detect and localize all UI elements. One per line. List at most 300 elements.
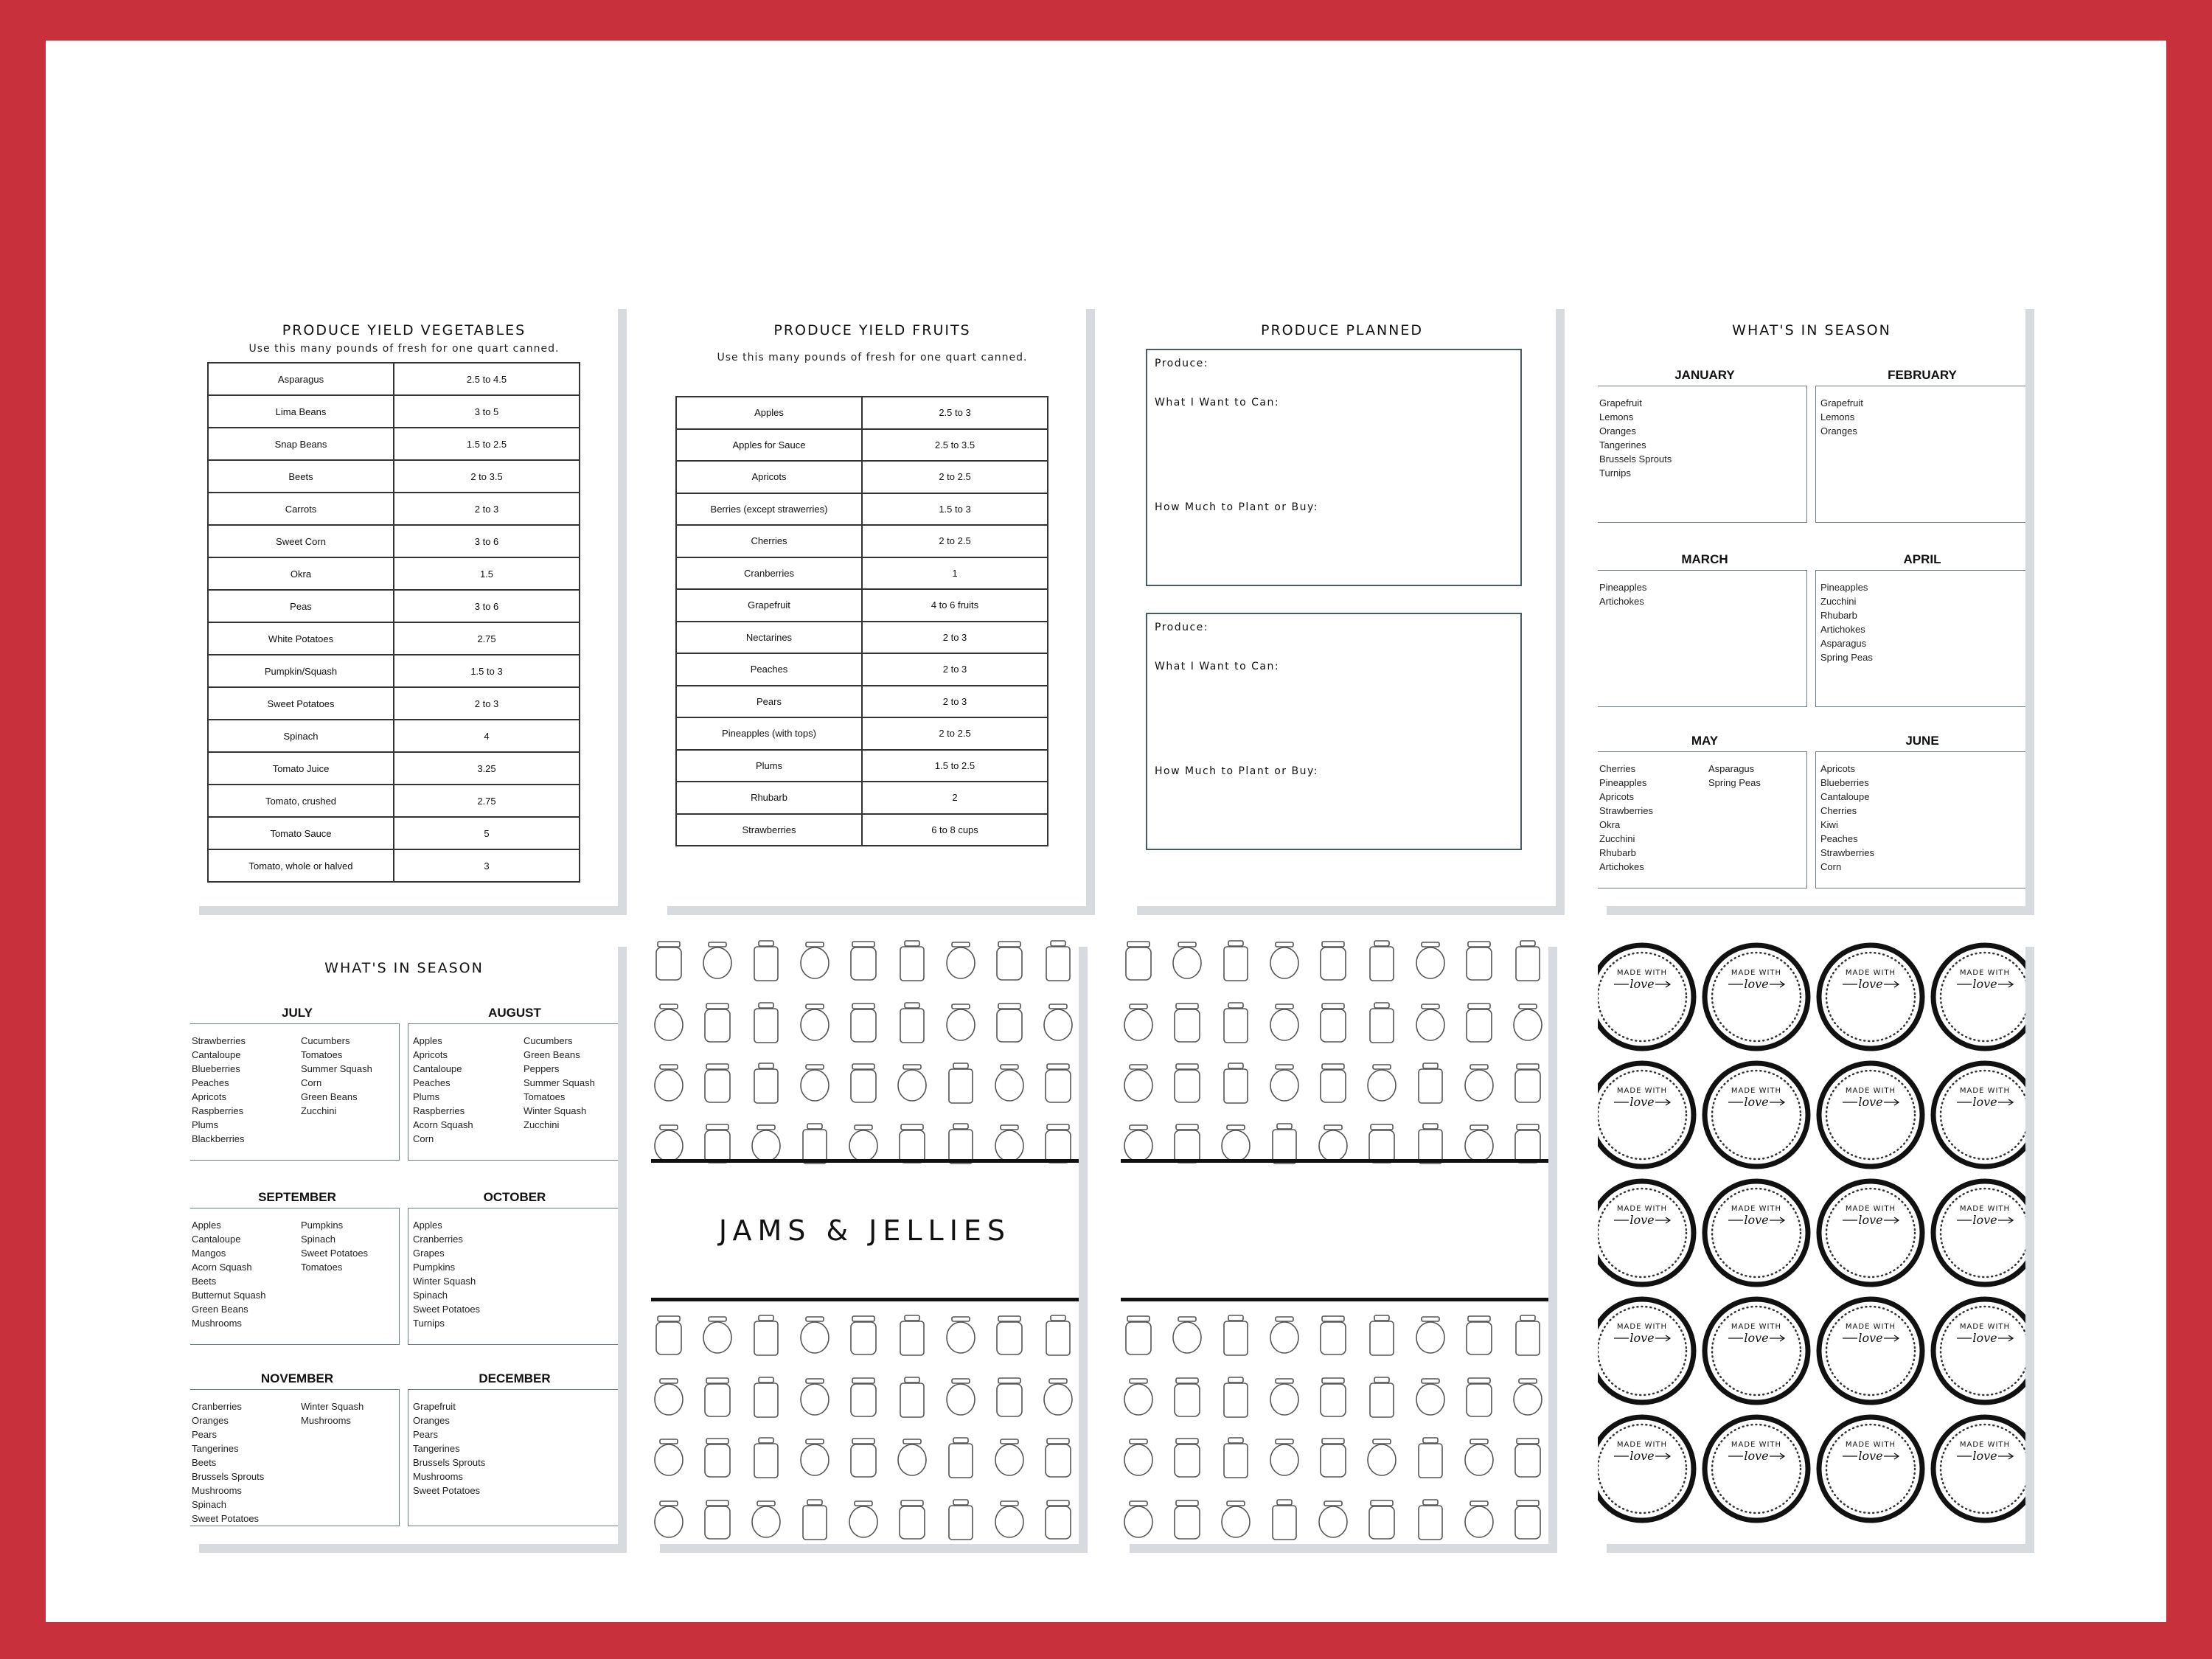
table-row: [676, 493, 1048, 526]
label-dotted-ring: [1712, 1071, 1801, 1159]
mason-jar-icon: [705, 1064, 730, 1102]
produce-item: Mushrooms: [413, 1471, 463, 1482]
table-row: [676, 686, 1048, 718]
jar-rows-top: [655, 941, 1079, 1164]
label-outer-ring: [1598, 945, 1694, 1048]
produce-item: Sweet Potatoes: [413, 1485, 481, 1496]
made-with-text: MADE WITH: [1959, 1323, 2011, 1331]
made-with-text: MADE WITH: [1731, 1441, 1782, 1449]
produce-item: Artichokes: [1820, 624, 1865, 635]
love-script-text: love: [1744, 1449, 1769, 1463]
made-with-text: MADE WITH: [1959, 969, 2011, 977]
mason-jar-icon: [1224, 1377, 1248, 1417]
label-outer-ring: [1819, 1299, 1922, 1402]
produce-item: Turnips: [413, 1318, 445, 1329]
pounds-cell: 3.25: [394, 752, 580, 785]
mason-jar-icon: [1465, 1125, 1493, 1161]
mason-jar-icon: [1270, 1439, 1298, 1475]
produce-cell: Nectarines: [676, 622, 862, 654]
pounds-cell: 2 to 3: [862, 653, 1048, 686]
mason-jar-icon: [754, 1377, 778, 1417]
label-outer-ring: [1819, 1063, 1922, 1166]
table-row: [208, 720, 580, 752]
jar-rows-bottom: [655, 1315, 1079, 1540]
mason-jar-icon: [754, 941, 778, 981]
love-script-text: love: [1630, 1331, 1655, 1345]
mason-jar-icon: [851, 1439, 876, 1477]
produce-item: Cantaloupe: [413, 1063, 462, 1074]
mason-jar-icon: [801, 1439, 829, 1475]
produce-item: Kiwi: [1820, 819, 1838, 830]
pounds-cell: 2 to 3: [394, 493, 580, 525]
mason-jar-icon: [1224, 1063, 1248, 1103]
mason-jar-icon: [1222, 1125, 1250, 1161]
produce-cell: Strawberries: [676, 814, 862, 846]
produce-item: Mushrooms: [301, 1415, 351, 1426]
pounds-cell: 2.5 to 4.5: [394, 363, 580, 395]
produce-item: Oranges: [1599, 425, 1636, 437]
mason-jar-icon: [898, 1065, 926, 1101]
mason-jar-icon: [1175, 1378, 1200, 1416]
pounds-cell: 1.5: [394, 557, 580, 590]
produce-cell: Snap Beans: [208, 428, 394, 460]
mason-jar-icon: [1044, 1379, 1072, 1415]
mason-jar-icon: [705, 1004, 730, 1042]
made-with-love-label: [1705, 1299, 1808, 1402]
made-with-love-label: [1598, 1417, 1694, 1520]
produce-cell: Cranberries: [676, 557, 862, 590]
label-dotted-ring: [1826, 1071, 1915, 1159]
mason-jar-icon: [997, 1378, 1022, 1416]
month-heading: SEPTEMBER: [258, 1190, 336, 1204]
pounds-cell: 1.5 to 2.5: [394, 428, 580, 460]
mason-jar-icon: [801, 942, 829, 978]
produce-list: [301, 1399, 364, 1427]
mason-jar-icon: [1370, 1377, 1394, 1417]
table-row: [676, 589, 1048, 622]
produce-item: Sweet Potatoes: [413, 1304, 481, 1315]
mason-jar-icon: [1467, 942, 1492, 980]
label-outer-ring: [1933, 1299, 2025, 1402]
page-subtitle: Use this many pounds of fresh for one quart canned.: [717, 352, 1028, 364]
plan-box-2: [1146, 613, 1522, 850]
month-heading: FEBRUARY: [1888, 368, 1957, 382]
mason-jar-icon: [949, 1063, 973, 1103]
produce-item: Zucchini: [301, 1105, 337, 1116]
mason-jar-icon: [703, 1317, 731, 1353]
label-dotted-ring: [1826, 1425, 1915, 1513]
pounds-cell: 2 to 3.5: [394, 460, 580, 493]
mason-jar-icon: [947, 1004, 975, 1040]
produce-item: Raspberries: [413, 1105, 465, 1116]
pounds-cell: 2 to 2.5: [862, 717, 1048, 750]
produce-item: Winter Squash: [413, 1276, 476, 1287]
mason-jar-icon: [1416, 1379, 1444, 1415]
label-outer-ring: [1705, 1063, 1808, 1166]
pounds-cell: 2.5 to 3: [862, 397, 1048, 429]
made-with-love-label: [1933, 945, 2025, 1048]
label-dotted-ring: [1826, 953, 1915, 1041]
jams-jellies-title: JAMS & JELLIES: [718, 1214, 1012, 1247]
mason-jar-icon: [995, 1501, 1023, 1537]
made-with-text: MADE WITH: [1731, 969, 1782, 977]
label-dotted-ring: [1598, 1425, 1686, 1513]
mason-jar-icon: [1515, 1439, 1540, 1477]
table-row: [676, 557, 1048, 590]
produce-item: Peaches: [192, 1077, 229, 1088]
mason-jar-icon: [655, 1501, 683, 1537]
want-label: What I Want to Can:: [1155, 397, 1280, 408]
pounds-cell: 2.75: [394, 785, 580, 817]
mason-jar-icon: [947, 1379, 975, 1415]
produce-item: Sweet Potatoes: [301, 1248, 369, 1259]
mason-jar-icon: [705, 1439, 730, 1477]
mason-jar-icon: [705, 1500, 730, 1539]
label-dotted-ring: [1598, 1071, 1686, 1159]
love-script-text: love: [1858, 1095, 1883, 1109]
pounds-cell: 2.75: [394, 622, 580, 655]
label-outer-ring: [1819, 1417, 1922, 1520]
pounds-cell: 1.5 to 3: [394, 655, 580, 687]
produce-cell: Lima Beans: [208, 395, 394, 428]
produce-list: [1599, 762, 1653, 874]
mason-jar-icon: [1046, 1500, 1071, 1539]
mason-jar-icon: [801, 1317, 829, 1353]
mason-jar-icon: [1222, 1501, 1250, 1537]
made-with-text: MADE WITH: [1616, 1323, 1668, 1331]
month-heading: APRIL: [1903, 552, 1941, 566]
produce-item: Zucchini: [1599, 833, 1635, 844]
table-row: [208, 395, 580, 428]
label-outer-ring: [1819, 945, 1922, 1048]
month-heading: AUGUST: [488, 1006, 541, 1020]
made-with-love-label: [1598, 1181, 1694, 1284]
table-row: [208, 525, 580, 557]
produce-cell: Cherries: [676, 525, 862, 557]
pounds-cell: 3 to 6: [394, 525, 580, 557]
mason-jar-icon: [995, 1065, 1023, 1101]
produce-item: Apricots: [192, 1091, 226, 1102]
table-row: [676, 653, 1048, 686]
produce-cell: Pumpkin/Squash: [208, 655, 394, 687]
produce-cell: Tomato, whole or halved: [208, 849, 394, 882]
mason-jar-icon: [1046, 1315, 1070, 1355]
page-title: WHAT'S IN SEASON: [1732, 322, 1891, 338]
mason-jar-icon: [1270, 942, 1298, 978]
mason-jar-icon: [1175, 1004, 1200, 1042]
page-produce-yield-fruits: [658, 300, 1086, 906]
produce-item: Brussels Sprouts: [1599, 453, 1672, 465]
produce-cell: Carrots: [208, 493, 394, 525]
mason-jar-icon: [851, 1316, 876, 1354]
produce-item: Beets: [192, 1276, 217, 1287]
mason-jar-icon: [1321, 942, 1346, 980]
made-with-love-label: [1598, 1063, 1694, 1166]
produce-list: [1599, 396, 1672, 480]
produce-item: Pears: [192, 1429, 217, 1440]
mason-jar-icon: [1124, 1501, 1152, 1537]
produce-item: Apricots: [413, 1049, 448, 1060]
produce-item: Cucumbers: [524, 1035, 573, 1046]
mason-jar-icon: [947, 942, 975, 978]
table-row: [676, 429, 1048, 462]
produce-item: Cherries: [1599, 763, 1636, 774]
divider-top: [651, 1159, 1079, 1163]
table-row: [208, 493, 580, 525]
mason-jar-icon: [851, 1378, 876, 1416]
page-title: WHAT'S IN SEASON: [324, 960, 484, 976]
produce-item: Lemons: [1820, 411, 1855, 422]
mason-jar-icon: [849, 1501, 877, 1537]
produce-list: [192, 1218, 265, 1330]
made-with-love-label: [1933, 1181, 2025, 1284]
mason-jar-icon: [851, 1064, 876, 1102]
produce-label: Produce:: [1155, 358, 1208, 369]
mason-jar-icon: [754, 1003, 778, 1043]
mason-jar-icon: [1467, 1004, 1492, 1042]
mason-jar-icon: [900, 941, 924, 981]
produce-item: Oranges: [192, 1415, 229, 1426]
table-row: [208, 363, 580, 395]
produce-item: Rhubarb: [1599, 847, 1636, 858]
produce-item: Grapes: [413, 1248, 445, 1259]
love-script-text: love: [1630, 1449, 1655, 1463]
produce-item: Cantaloupe: [1820, 791, 1870, 802]
made-with-text: MADE WITH: [1845, 1323, 1896, 1331]
mason-jar-icon: [1369, 1500, 1394, 1539]
produce-item: Grapefruit: [1599, 397, 1642, 408]
mason-jar-icon: [1465, 1501, 1493, 1537]
pounds-cell: 2 to 2.5: [862, 525, 1048, 557]
label-dotted-ring: [1941, 1425, 2025, 1513]
made-with-love-label: [1933, 1299, 2025, 1402]
love-script-text: love: [1744, 977, 1769, 991]
produce-item: Brussels Sprouts: [192, 1471, 265, 1482]
produce-item: Apples: [413, 1220, 442, 1231]
mason-jar-icon: [752, 1125, 780, 1161]
produce-list: [524, 1034, 595, 1132]
produce-item: Butternut Squash: [192, 1290, 266, 1301]
produce-label: Produce:: [1155, 622, 1208, 633]
label-circles: [1598, 938, 2025, 1544]
mason-jar-icon: [1124, 1439, 1152, 1475]
pounds-cell: 2 to 3: [862, 686, 1048, 718]
mason-jar-icon: [1046, 1439, 1071, 1477]
label-outer-ring: [1705, 1417, 1808, 1520]
made-with-text: MADE WITH: [1616, 1205, 1668, 1213]
label-outer-ring: [1933, 1417, 2025, 1520]
mason-jar-icon: [1321, 1378, 1346, 1416]
mason-jar-icon: [801, 1379, 829, 1415]
produce-item: Artichokes: [1599, 861, 1644, 872]
made-with-text: MADE WITH: [1845, 1441, 1896, 1449]
produce-item: Cherries: [1820, 805, 1857, 816]
produce-cell: Asparagus: [208, 363, 394, 395]
mason-jar-icon: [1319, 1501, 1347, 1537]
label-outer-ring: [1819, 1181, 1922, 1284]
produce-cell: White Potatoes: [208, 622, 394, 655]
page-whats-in-season-jul-dec: [190, 938, 618, 1544]
month-heading: NOVEMBER: [260, 1371, 334, 1385]
mason-jar-icon: [801, 1004, 829, 1040]
made-with-love-label: [1819, 1063, 1922, 1166]
pounds-cell: 2 to 2.5: [862, 461, 1048, 493]
produce-cell: Sweet Corn: [208, 525, 394, 557]
mason-jar-icon: [1321, 1316, 1346, 1354]
mason-jar-icon: [1124, 1125, 1152, 1161]
mason-jar-icon: [997, 1316, 1022, 1354]
produce-item: Tomatoes: [301, 1262, 343, 1273]
table-row: [208, 622, 580, 655]
produce-list: [1708, 762, 1761, 790]
label-dotted-ring: [1712, 1425, 1801, 1513]
produce-item: Corn: [413, 1133, 434, 1144]
produce-item: Spinach: [192, 1499, 226, 1510]
mason-jar-icon: [754, 1315, 778, 1355]
mason-jar-icon: [1173, 942, 1201, 978]
mason-jar-icon: [655, 1004, 683, 1040]
mason-jar-icon: [655, 1125, 683, 1161]
month-heading: JULY: [282, 1006, 313, 1020]
label-dotted-ring: [1598, 1189, 1686, 1277]
table-row: [676, 782, 1048, 814]
mason-jar-icon: [1321, 1064, 1346, 1102]
love-script-text: love: [1972, 1095, 1997, 1109]
produce-item: Raspberries: [192, 1105, 244, 1116]
produce-item: Plums: [192, 1119, 219, 1130]
love-script-text: love: [1630, 1213, 1655, 1227]
page-title: PRODUCE YIELD FRUITS: [773, 322, 971, 338]
produce-item: Artichokes: [1599, 596, 1644, 607]
mason-jar-icon: [1321, 1439, 1346, 1477]
mason-jar-icon: [1369, 1124, 1394, 1163]
produce-item: Tangerines: [1599, 439, 1646, 451]
love-script-text: love: [1744, 1213, 1769, 1227]
made-with-love-label: [1705, 1417, 1808, 1520]
produce-item: Plums: [413, 1091, 440, 1102]
love-script-text: love: [1858, 977, 1883, 991]
produce-item: Tomatoes: [301, 1049, 343, 1060]
produce-item: Green Beans: [301, 1091, 358, 1102]
produce-item: Brussels Sprouts: [413, 1457, 486, 1468]
mason-jar-icon: [849, 1125, 877, 1161]
how-much-label: How Much to Plant or Buy:: [1155, 765, 1318, 777]
produce-item: Acorn Squash: [413, 1119, 473, 1130]
produce-cell: Apples for Sauce: [676, 429, 862, 462]
table-row: [676, 717, 1048, 750]
produce-item: Grapefruit: [413, 1401, 456, 1412]
mason-jar-icon: [1273, 1500, 1296, 1540]
jar-rows-top: [1124, 941, 1548, 1164]
table-row: [676, 397, 1048, 429]
made-with-text: MADE WITH: [1959, 1087, 2011, 1095]
page-produce-planned: [1128, 300, 1556, 906]
produce-item: Blueberries: [1820, 777, 1869, 788]
mason-jar-icon: [655, 1379, 683, 1415]
mason-jar-icon: [1046, 1124, 1071, 1163]
mason-jar-icon: [1046, 941, 1070, 981]
produce-list: [192, 1399, 264, 1526]
label-outer-ring: [1933, 1063, 2025, 1166]
table-row: [208, 687, 580, 720]
mason-jar-icon: [1175, 1439, 1200, 1477]
made-with-love-label: [1705, 945, 1808, 1048]
mason-jar-icon: [1124, 1065, 1152, 1101]
mason-jar-icon: [997, 1004, 1022, 1042]
mason-jar-icon: [1175, 1124, 1200, 1163]
mason-jar-icon: [1467, 1316, 1492, 1354]
produce-item: Grapefruit: [1820, 397, 1863, 408]
produce-list: [1820, 762, 1874, 874]
produce-item: Lemons: [1599, 411, 1634, 422]
produce-item: Green Beans: [524, 1049, 580, 1060]
mason-jar-icon: [705, 1378, 730, 1416]
mason-jar-icon: [705, 1124, 730, 1163]
label-outer-ring: [1598, 1181, 1694, 1284]
mason-jar-icon: [1270, 1379, 1298, 1415]
produce-cell: Apricots: [676, 461, 862, 493]
produce-item: Peaches: [1820, 833, 1858, 844]
label-outer-ring: [1705, 1299, 1808, 1402]
made-with-text: MADE WITH: [1616, 1087, 1668, 1095]
month-heading: DECEMBER: [479, 1371, 551, 1385]
pounds-cell: 2 to 3: [862, 622, 1048, 654]
mason-jar-icon: [1046, 1064, 1071, 1102]
pounds-cell: 1: [862, 557, 1048, 590]
mason-jar-icon: [1419, 1438, 1442, 1478]
produce-item: Tomatoes: [524, 1091, 566, 1102]
mason-jar-icon: [1465, 1065, 1493, 1101]
mason-jar-icon: [898, 1439, 926, 1475]
label-dotted-ring: [1941, 953, 2025, 1041]
label-outer-ring: [1598, 1299, 1694, 1402]
mason-jar-icon: [1270, 1004, 1298, 1040]
mason-jar-icon: [949, 1500, 973, 1540]
produce-item: Apricots: [1820, 763, 1855, 774]
pounds-cell: 3 to 5: [394, 395, 580, 428]
produce-item: Blueberries: [192, 1063, 240, 1074]
made-with-text: MADE WITH: [1959, 1441, 2011, 1449]
mason-jar-icon: [1270, 1065, 1298, 1101]
jar-pattern: [1121, 938, 1548, 1544]
produce-list: [301, 1218, 368, 1274]
produce-item: Cantaloupe: [192, 1049, 241, 1060]
page-produce-yield-vegetables: [190, 300, 618, 906]
produce-item: Corn: [1820, 861, 1842, 872]
produce-cell: Sweet Potatoes: [208, 687, 394, 720]
pounds-cell: 4: [394, 720, 580, 752]
month-heading: MAY: [1691, 734, 1719, 748]
made-with-text: MADE WITH: [1731, 1323, 1782, 1331]
produce-item: Rhubarb: [1820, 610, 1857, 621]
table-row: [676, 814, 1048, 846]
mason-jar-icon: [997, 942, 1022, 980]
produce-list: [1599, 580, 1646, 608]
mason-jar-icon: [1370, 941, 1394, 981]
produce-cell: Pineapples (with tops): [676, 717, 862, 750]
pounds-cell: 2: [862, 782, 1048, 814]
love-script-text: love: [1630, 977, 1655, 991]
produce-item: Strawberries: [192, 1035, 246, 1046]
page-title: PRODUCE YIELD VEGETABLES: [282, 322, 526, 338]
fruit-yield-table: [675, 396, 1048, 846]
mason-jar-icon: [995, 1439, 1023, 1475]
produce-item: Oranges: [1820, 425, 1857, 437]
produce-cell: Okra: [208, 557, 394, 590]
made-with-love-label: [1933, 1063, 2025, 1166]
mason-jar-icon: [1467, 1378, 1492, 1416]
mason-jar-icon: [801, 1065, 829, 1101]
